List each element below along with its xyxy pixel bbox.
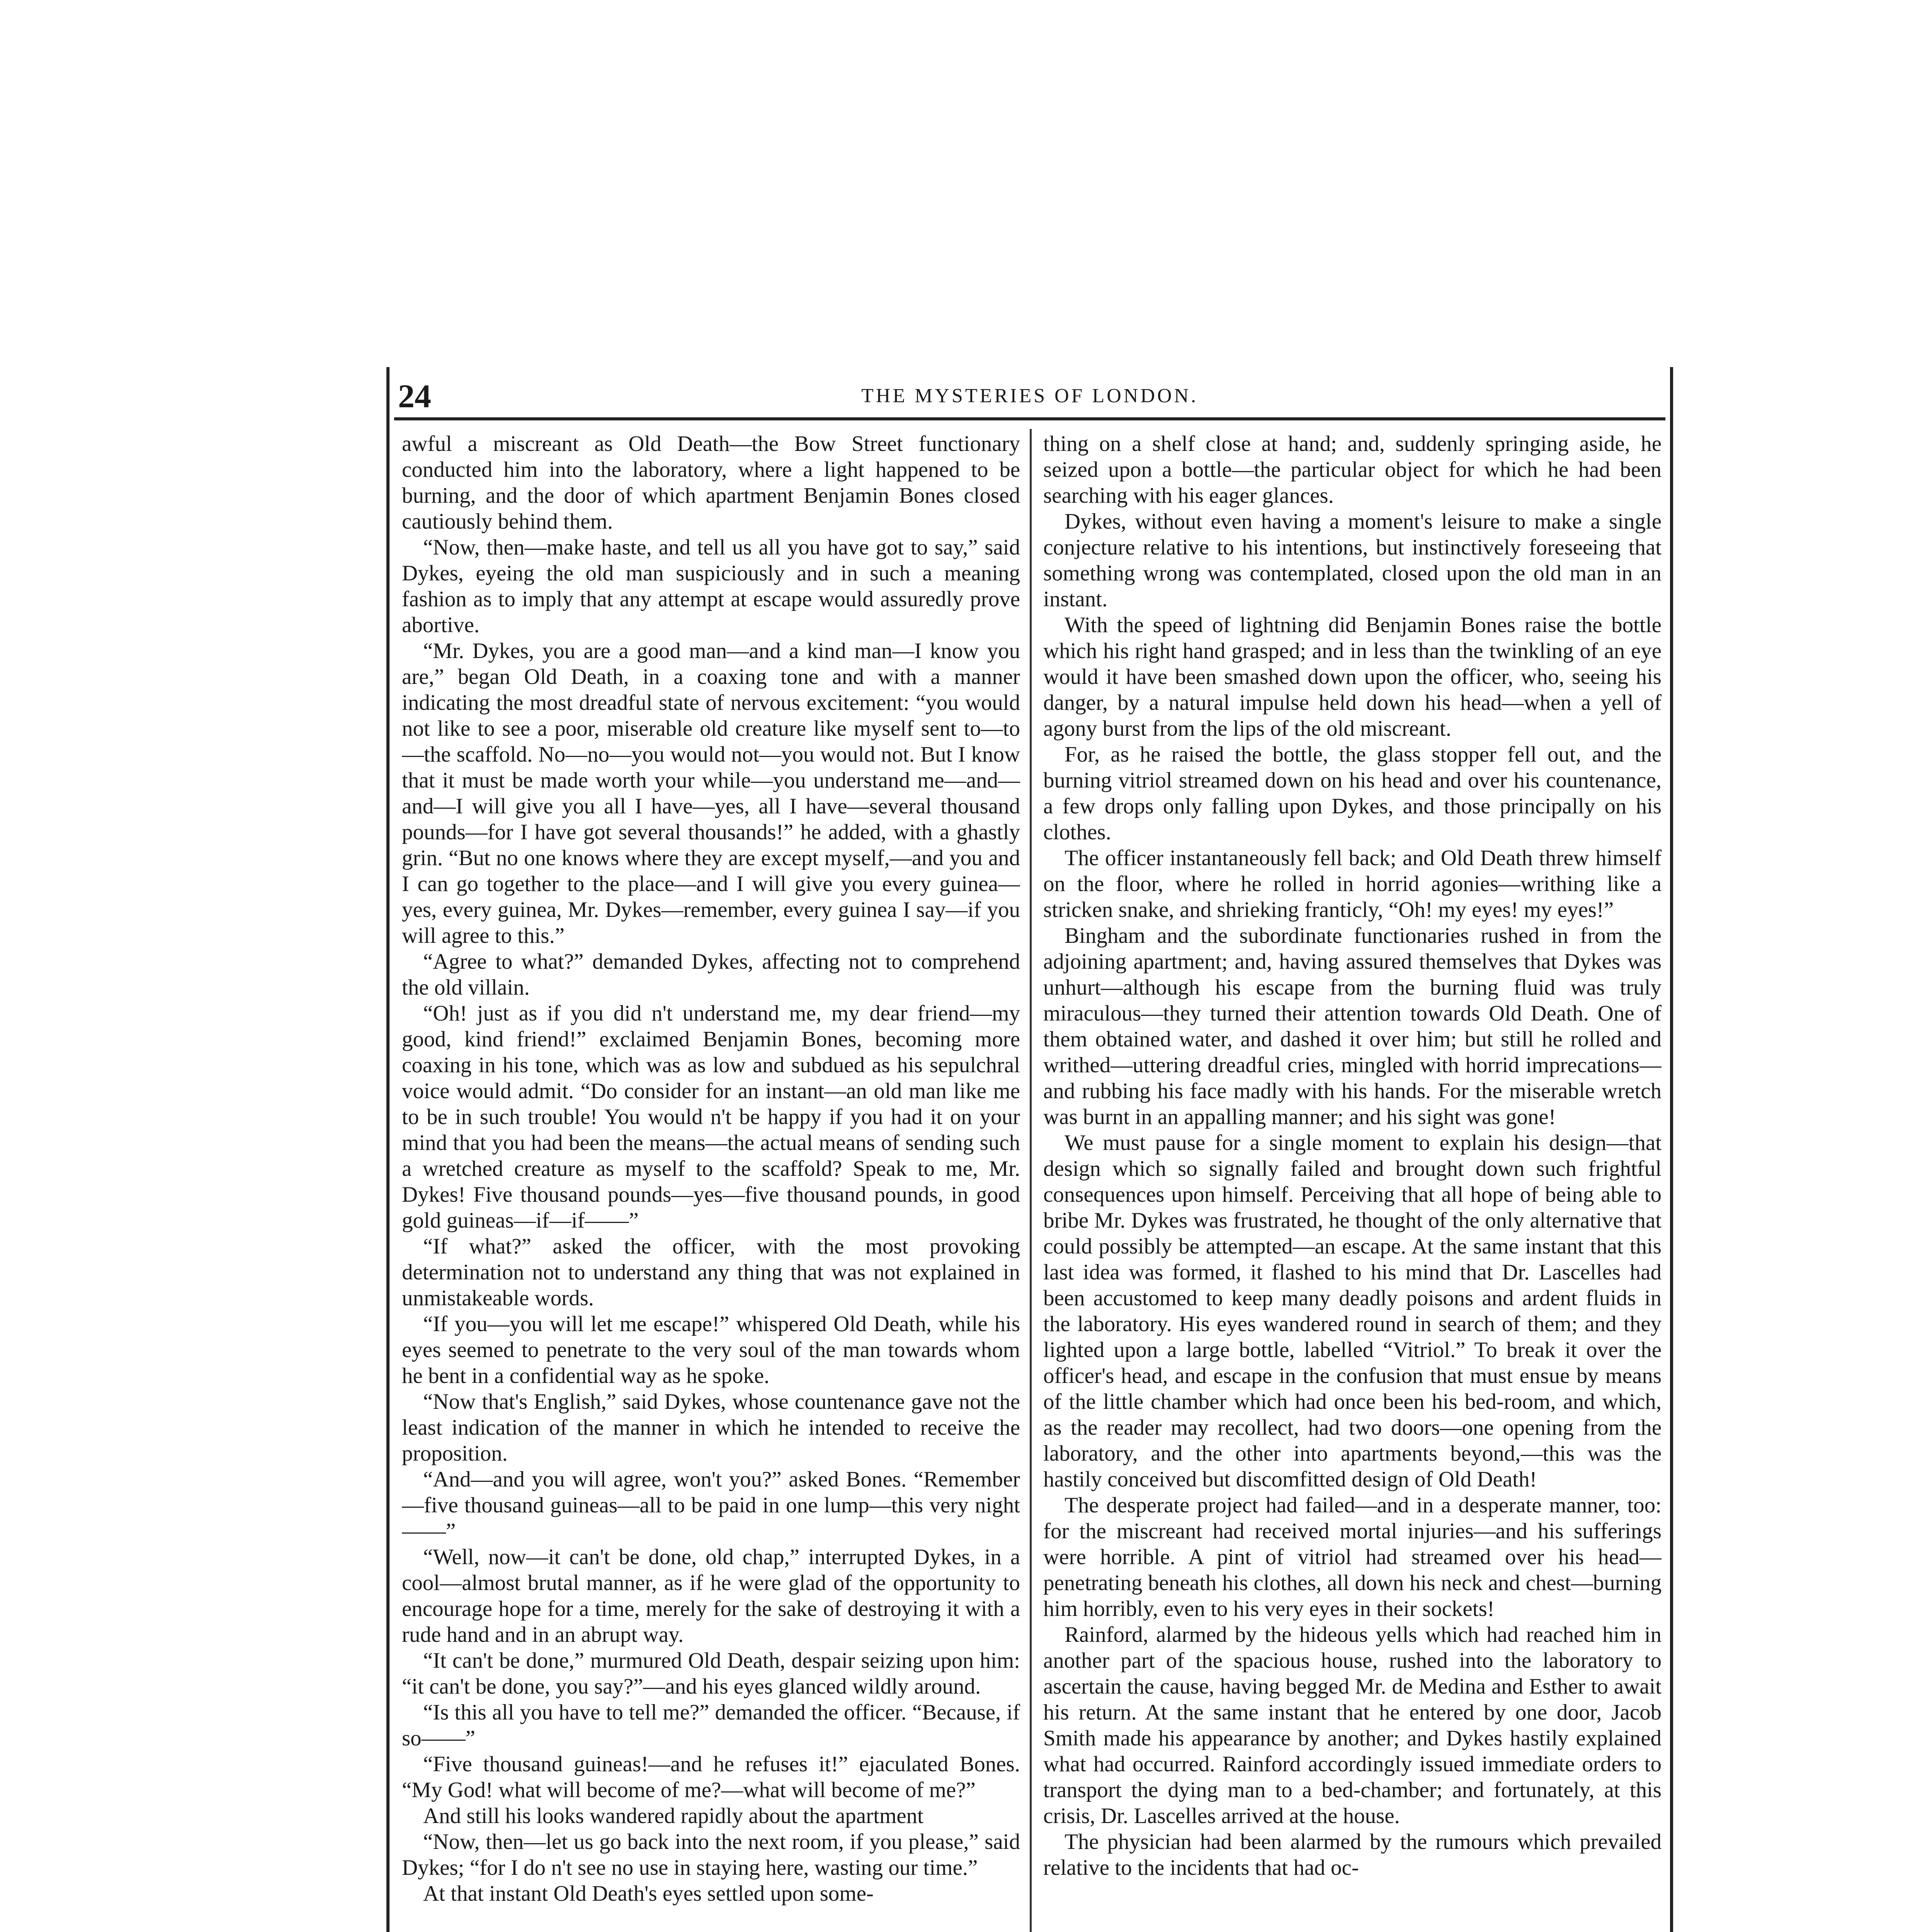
paragraph: “Now, then—make haste, and tell us all you have got to say,” said Dykes, eyeing the old man suspiciously and in such a meaning fashion as to imply that any attempt at escape would assuredly prove abortive. bbox=[402, 535, 1020, 637]
paragraph: With the speed of lightning did Benjamin Bones raise the bottle which his right hand grasped; and in less than the twinkling of an eye would it have been smashed down upon the officer, who, seeing his danger, by a natural impulse held down his head—when a yell of agony burst from the lips of the old miscreant. bbox=[1043, 613, 1662, 741]
paragraph: “Mr. Dykes, you are a good man—and a kind man—I know you are,” began Old Death, in a coaxing tone and with a manner indicating the most dreadful state of nervous excitement: “you would not like to see a poor, miserable old creature like myself sent to—to—the scaffold. No—no—you would not—you would not. But I know that it must be made worth your while—you understand me—and—and—I will give you all I have—yes, all I have—several thousand pounds—for I have got several thousands!” he added, with a ghastly grin. “But no one knows where they are except myself,—and you and I can go together to the place—and I will give you every guinea—yes, every guinea, Mr. Dykes—remember, every guinea I say—if you will agree to this.” bbox=[402, 639, 1020, 948]
header-rule bbox=[394, 417, 1665, 420]
paragraph: “Now, then—let us go back into the next room, if you please,” said Dykes; “for I do n't see no use in staying here, wasting our time.” bbox=[402, 1830, 1020, 1880]
page-number: 24 bbox=[398, 378, 431, 415]
page-frame-right bbox=[1670, 367, 1673, 1932]
page-header bbox=[398, 379, 1662, 413]
paragraph: The physician had been alarmed by the rumours which prevailed relative to the incidents that had oc- bbox=[1043, 1830, 1662, 1880]
right-text-column bbox=[1043, 431, 1662, 1932]
book-page bbox=[386, 367, 1673, 1932]
paragraph: “And—and you will agree, won't you?” asked Bones. “Remember—five thousand guineas—all to be paid in one lump—this very night——” bbox=[402, 1467, 1020, 1543]
paragraph: “If what?” asked the officer, with the most provoking determination not to understand any thing that was not explained in unmistakeable words. bbox=[402, 1234, 1020, 1310]
paragraph: “Five thousand guineas!—and he refuses it!” ejaculated Bones. “My God! what will become of me?—what will become of me?” bbox=[402, 1752, 1020, 1802]
paragraph: For, as he raised the bottle, the glass stopper fell out, and the burning vitriol streamed down on his head and over his countenance, a few drops only falling upon Dykes, and those principally on his clothes. bbox=[1043, 742, 1662, 844]
paragraph: The desperate project had failed—and in a desperate manner, too: for the miscreant had received mortal injuries—and his sufferings were horrible. A pint of vitriol had streamed over his head—penetrating beneath his clothes, all down his neck and chest—burning him horribly, even to his very eyes in their sockets! bbox=[1043, 1493, 1662, 1621]
paragraph: We must pause for a single moment to explain his design—that design which so signally failed and brought down such frightful consequences upon himself. Perceiving that all hope of being able to bribe Mr. Dykes was frustrated, he thought of the only alternative that could possibly be attempted—an escape. At the same instant that this last idea was formed, it flashed to his mind that Dr. Lascelles had been accustomed to keep many deadly poisons and ardent fluids in the laboratory. His eyes wandered round in search of them; and they lighted upon a large bottle, labelled “Vitriol.” To break it over the officer's head, and escape in the confusion that must ensue by means of the little chamber which had once been his bed-room, and which, as the reader may recollect, had two doors—one opening from the laboratory, and the other into apartments beyond,—this was the hastily conceived but discomfitted design of Old Death! bbox=[1043, 1131, 1662, 1492]
left-text-column bbox=[402, 431, 1020, 1932]
paragraph: Bingham and the subordinate functionaries rushed in from the adjoining apartment; and, having assured themselves that Dykes was unhurt—although his escape from the burning fluid was truly miraculous—they turned their attention towards Old Death. One of them obtained water, and dashed it over him; but still he rolled and writhed—uttering dreadful cries, mingled with horrid imprecations—and rubbing his face madly with his hands. For the miserable wretch was burnt in an appalling manner; and his sight was gone! bbox=[1043, 923, 1662, 1129]
paragraph: thing on a shelf close at hand; and, suddenly springing aside, he seized upon a bottle—the particular object for which he had been searching with his eager glances. bbox=[1043, 432, 1662, 508]
paragraph: “Agree to what?” demanded Dykes, affecting not to comprehend the old villain. bbox=[402, 949, 1020, 1000]
paragraph: At that instant Old Death's eyes settled upon some- bbox=[423, 1881, 874, 1906]
paragraph: “It can't be done,” murmured Old Death, despair seizing upon him: “it can't be done, you say?”—and his eyes glanced wildly around. bbox=[402, 1648, 1020, 1699]
paragraph: “Oh! just as if you did n't understand me, my dear friend—my good, kind friend!” exclaimed Benjamin Bones, becoming more coaxing in his tone, which was as low and subdued as his sepulchral voice would admit. “Do consider for an instant—an old man like me to be in such trouble! You would n't be happy if you had it on your mind that you had been the means—the actual means of sending such a wretched creature as myself to the scaffold? Speak to me, Mr. Dykes! Five thousand pounds—yes—five thousand pounds, in good gold guineas—if—if——” bbox=[402, 1001, 1020, 1233]
paragraph: “Now that's English,” said Dykes, whose countenance gave not the least indication of the manner in which he intended to receive the proposition. bbox=[402, 1389, 1020, 1466]
paragraph: awful a miscreant as Old Death—the Bow Street functionary conducted him into the laboratory, where a light happened to be burning, and the door of which apartment Benjamin Bones closed cautiously behind them. bbox=[402, 432, 1020, 534]
column-divider bbox=[1030, 429, 1032, 1932]
paragraph: “Well, now—it can't be done, old chap,” interrupted Dykes, in a cool—almost brutal manner, as if he were glad of the opportunity to encourage hope for a time, merely for the sake of destroying it with a rude hand and in an abrupt way. bbox=[402, 1545, 1020, 1647]
page-frame-left bbox=[386, 367, 389, 1932]
paragraph: The officer instantaneously fell back; and Old Death threw himself on the floor, where he rolled in horrid agonies—writhing like a stricken snake, and shrieking franticly, “Oh! my eyes! my eyes!” bbox=[1043, 846, 1662, 922]
paragraph: Rainford, alarmed by the hideous yells which had reached him in another part of the spacious house, rushed into the laboratory to ascertain the cause, having begged Mr. de Medina and Esther to await his return. At the same instant that he entered by one door, Jacob Smith made his appearance by another; and Dykes hastily explained what had occurred. Rainford accordingly issued immediate orders to transport the dying man to a bed-chamber; and fortunately, at this crisis, Dr. Lascelles arrived at the house. bbox=[1043, 1622, 1662, 1828]
paragraph: “Is this all you have to tell me?” demanded the officer. “Because, if so——” bbox=[402, 1700, 1020, 1750]
paragraph: “If you—you will let me escape!” whispered Old Death, while his eyes seemed to penetrate to the very soul of the man towards whom he bent in a confidential way as he spoke. bbox=[402, 1312, 1020, 1388]
running-title: THE MYSTERIES OF LONDON. bbox=[861, 385, 1198, 407]
paragraph: And still his looks wandered rapidly about the apartment bbox=[423, 1804, 923, 1828]
paragraph: Dykes, without even having a moment's leisure to make a single conjecture relative to his intentions, but instinctively foreseeing that something wrong was contemplated, closed upon the old man in an instant. bbox=[1043, 509, 1662, 611]
